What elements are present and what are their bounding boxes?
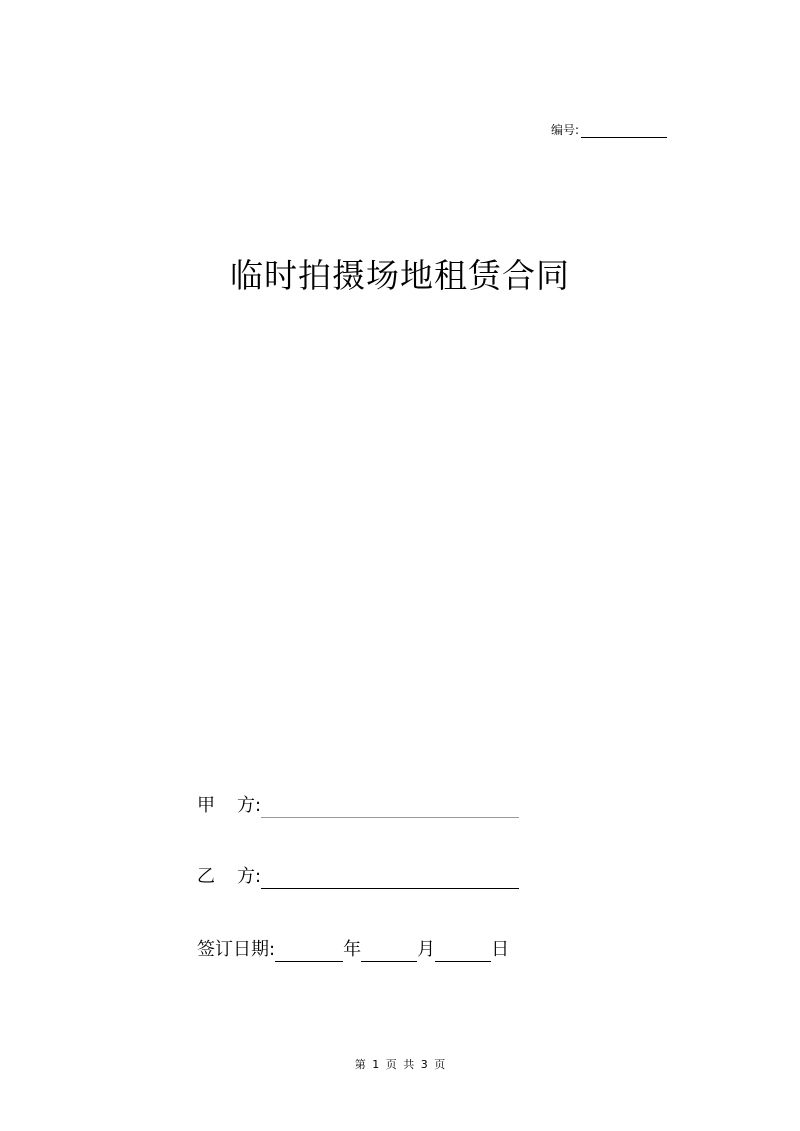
party-a-label: 方: — [237, 795, 262, 816]
year-label: 年 — [343, 939, 362, 960]
month-blank — [361, 939, 417, 962]
sign-date-field — [197, 938, 509, 962]
serial-number — [551, 122, 667, 138]
serial-number-label: 编号: — [551, 123, 580, 137]
party-b-label-char: 乙 — [197, 866, 215, 887]
day-label: 日 — [491, 939, 510, 960]
document-title: 临时拍摄场地租赁合同 — [230, 256, 570, 295]
month-label: 月 — [417, 939, 436, 960]
party-a-field — [197, 794, 519, 818]
serial-number-blank — [581, 123, 667, 138]
day-blank — [435, 939, 491, 962]
year-blank — [275, 939, 343, 962]
party-b-blank — [261, 866, 519, 889]
party-a-label-char: 甲 — [197, 795, 215, 816]
party-b-label: 方: — [237, 866, 262, 887]
sign-date-label: 签订日期: — [197, 939, 276, 960]
party-a-blank — [261, 795, 519, 818]
page-number: 第 1 页 共 3 页 — [354, 1058, 446, 1071]
party-b-field — [197, 865, 519, 889]
